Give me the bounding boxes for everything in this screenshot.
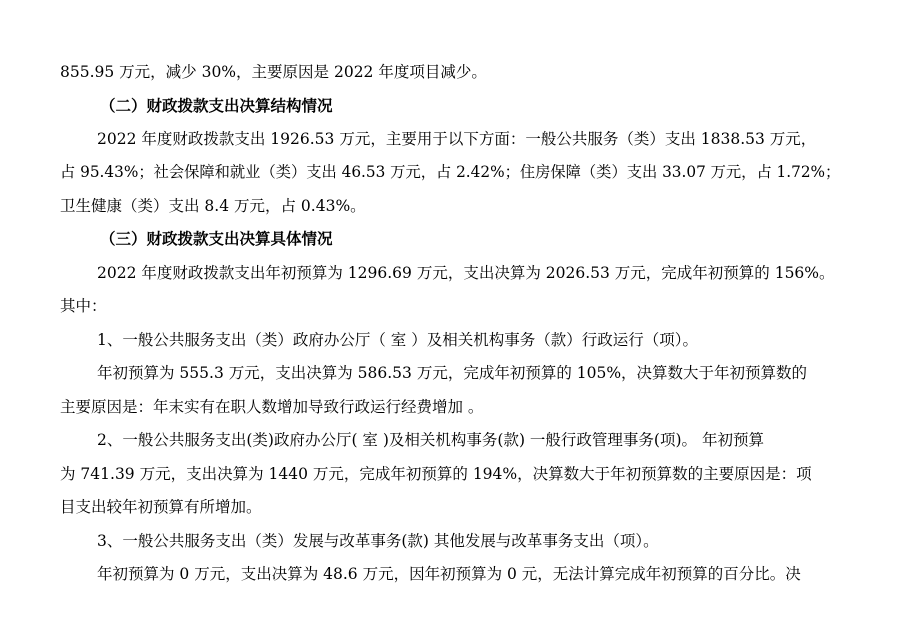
text-line: 1、一般公共服务支出（类）政府办公厅（ 室 ）及相关机构事务（款）行政运行（项）。: [97, 331, 698, 349]
text-line: 为 741.39 万元，支出决算为 1440 万元，完成年初预算的 194%，决算数大于年初预算数的主要原因是：项: [60, 465, 812, 483]
section-heading: （三）财政拨款支出决算具体情况: [100, 229, 333, 248]
text-line: 卫生健康（类）支出 8.4 万元，占 0.43%。: [60, 197, 366, 215]
section-heading: （二）财政拨款支出决算结构情况: [100, 96, 333, 115]
text-line: 年初预算为 0 万元，支出决算为 48.6 万元，因年初预算为 0 元，无法计算完成年初预算的百分比。决: [97, 565, 801, 583]
text-line: 其中：: [60, 297, 107, 315]
text-line: 占 95.43%；社会保障和就业（类）支出 46.53 万元，占 2.42%；住房保障（类）支出 33.07 万元，占 1.72%；: [60, 163, 841, 181]
text-line: 2022 年度财政拨款支出年初预算为 1296.69 万元，支出决算为 2026.53 万元，完成年初预算的 156%。: [97, 264, 835, 282]
text-line: 目支出较年初预算有所增加。: [60, 498, 262, 516]
text-line: 主要原因是：年末实有在职人数增加导致行政运行经费增加 。: [60, 398, 484, 416]
text-line: 855.95 万元，减少 30%，主要原因是 2022 年度项目减少。: [60, 63, 487, 81]
text-line: 3、一般公共服务支出（类）发展与改革事务(款) 其他发展与改革事务支出（项）。: [97, 532, 659, 550]
text-line: 2022 年度财政拨款支出 1926.53 万元，主要用于以下方面：一般公共服务（类）支出 1838.53 万元，: [97, 130, 817, 148]
text-line: 2、一般公共服务支出(类)政府办公厅( 室 )及相关机构事务(款) 一般行政管理事务(项)。 年初预算: [97, 431, 764, 449]
text-line: 年初预算为 555.3 万元，支出决算为 586.53 万元，完成年初预算的 105%，决算数大于年初预算数的: [97, 364, 808, 382]
